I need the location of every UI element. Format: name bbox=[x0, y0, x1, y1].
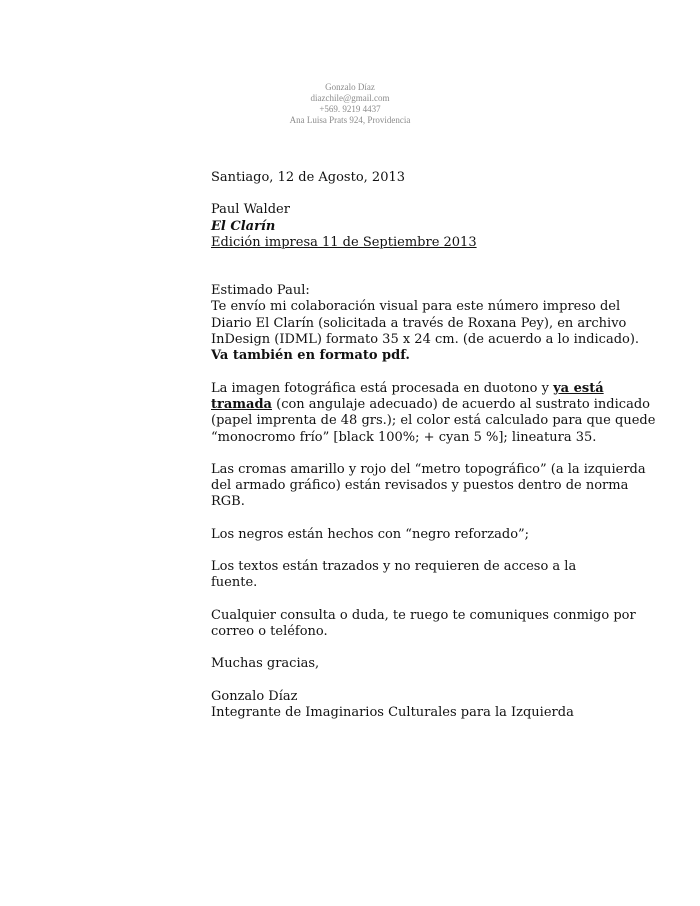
paragraph-1-line: Te envío mi colaboración visual para este número impreso del bbox=[211, 299, 621, 315]
recipient-name: Paul Walder bbox=[211, 202, 290, 218]
closing: Muchas gracias, bbox=[211, 656, 320, 672]
paragraph-2-text: (con angulaje adecuado) de acuerdo al sustrato indicado bbox=[271, 396, 650, 412]
paragraph-4: Los negros están hechos con “negro reforzado”; bbox=[211, 526, 530, 542]
signature-title: Integrante de Imaginarios Culturales para la Izquierda bbox=[211, 704, 574, 720]
recipient-edition: Edición impresa 11 de Septiembre 2013 bbox=[211, 234, 477, 250]
sender-name: Gonzalo Díaz bbox=[325, 82, 375, 92]
recipient-publication: El Clarín bbox=[211, 218, 276, 234]
paragraph-1-line: InDesign (IDML) formato 35 x 24 cm. (de acuerdo a lo indicado). bbox=[211, 332, 640, 348]
paragraph-2-emphasis: tramada bbox=[211, 396, 272, 412]
paragraph-6-line: Cualquier consulta o duda, te ruego te comuniques conmigo por bbox=[211, 607, 636, 623]
paragraph-5: Los textos están trazados y no requieren de acceso a la fuente. bbox=[211, 559, 577, 591]
sender-email: diazchile@gmail.com bbox=[310, 93, 390, 103]
greeting: Estimado Paul: bbox=[211, 283, 310, 299]
recipient-block bbox=[211, 202, 621, 251]
paragraph-3 bbox=[211, 461, 646, 511]
paragraph-3-line: RGB. bbox=[211, 494, 245, 510]
paragraph-3-line: del armado gráfico) están revisados y puestos dentro de norma bbox=[211, 478, 629, 494]
signature-block bbox=[211, 689, 621, 722]
sender-phone: +569. 9219 4437 bbox=[319, 104, 381, 114]
letter-body bbox=[211, 170, 656, 721]
sender-address: Ana Luisa Prats 924, Providencia bbox=[289, 115, 411, 125]
paragraph-6 bbox=[211, 607, 636, 641]
sender-letterhead bbox=[250, 82, 450, 126]
paragraph-2 bbox=[211, 380, 656, 446]
paragraph-1 bbox=[211, 299, 640, 364]
paragraph-2-text: La imagen fotográfica está procesada en duotono y bbox=[211, 380, 554, 396]
paragraph-6-line: correo o teléfono. bbox=[211, 623, 328, 639]
paragraph-2-line: “monocromo frío” [black 100%; + cyan 5 %]; lineatura 35. bbox=[211, 429, 597, 445]
paragraph-1-line: Diario El Clarín (solicitada a través de Roxana Pey), en archivo bbox=[211, 315, 627, 331]
paragraph-2-emphasis: ya está bbox=[553, 380, 604, 396]
paragraph-2-line bbox=[211, 381, 621, 397]
paragraph-2-line bbox=[211, 396, 650, 413]
paragraph-3-line: Las cromas amarillo y rojo del “metro topográfico” (a la izquierda bbox=[211, 461, 646, 477]
letter-date: Santiago, 12 de Agosto, 2013 bbox=[211, 170, 406, 185]
paragraph-2-line: (papel imprenta de 48 grs.); el color está calculado para que quede bbox=[211, 413, 656, 429]
paragraph-1-line-bold: Va también en formato pdf. bbox=[211, 348, 410, 364]
signature-name: Gonzalo Díaz bbox=[211, 688, 298, 704]
